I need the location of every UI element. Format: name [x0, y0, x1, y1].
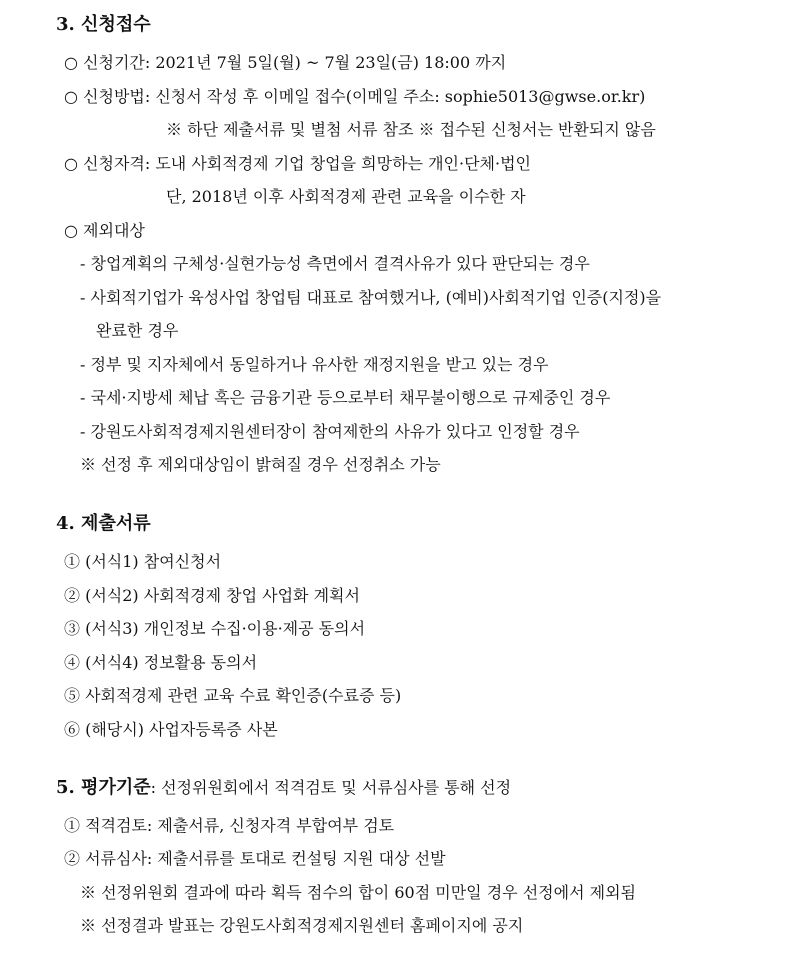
section-5-title: 5. 평가기준 [56, 777, 151, 798]
exclusion-item: - 사회적기업가 육성사업 창업팀 대표로 참여했거나, (예비)사회적기업 인증(지정)을 [80, 288, 662, 307]
document-item: ⑥ (해당시) 사업자등록증 사본 [64, 720, 278, 739]
document-item: ⑤ 사회적경제 관련 교육 수료 확인증(수료증 등) [64, 686, 402, 705]
application-period: ○ 신청기간: 2021년 7월 5일(월) ~ 7월 23일(금) 18:00 까지 [64, 53, 507, 72]
exclusion-item: - 창업계획의 구체성·실현가능성 측면에서 결격사유가 있다 판단되는 경우 [80, 254, 590, 273]
evaluation-note: ※ 선정결과 발표는 강원도사회적경제지원센터 홈페이지에 공지 [80, 916, 524, 935]
section-4-title: 4. 제출서류 [56, 513, 151, 534]
application-method-note: ※ 하단 제출서류 및 별첨 서류 참조 ※ 접수된 신청서는 반환되지 않음 [166, 120, 656, 139]
section-5-subtitle: : 선정위원회에서 적격검토 및 서류심사를 통해 선정 [150, 778, 512, 797]
eligibility: ○ 신청자격: 도내 사회적경제 기업 창업을 희망하는 개인·단체·법인 [64, 154, 531, 173]
exclusion-note: ※ 선정 후 제외대상임이 밝혀질 경우 선정취소 가능 [80, 455, 441, 474]
exclusion-item-continued: 완료한 경우 [96, 321, 179, 340]
exclusion-item: - 정부 및 지자체에서 동일하거나 유사한 재정지원을 받고 있는 경우 [80, 355, 549, 374]
section-3-title: 3. 신청접수 [56, 14, 151, 35]
evaluation-item: ② 서류심사: 제출서류를 토대로 컨설팅 지원 대상 선발 [64, 849, 446, 868]
application-method: ○ 신청방법: 신청서 작성 후 이메일 접수(이메일 주소: sophie5013@gwse.or.kr) [64, 87, 646, 106]
evaluation-item: ① 적격검토: 제출서류, 신청자격 부합여부 검토 [64, 816, 395, 835]
document-item: ② (서식2) 사회적경제 창업 사업화 계획서 [64, 586, 360, 605]
document-item: ③ (서식3) 개인정보 수집·이용·제공 동의서 [64, 619, 366, 638]
exclusion-title: ○ 제외대상 [64, 221, 145, 240]
document-item: ④ (서식4) 정보활용 동의서 [64, 653, 258, 672]
evaluation-note: ※ 선정위원회 결과에 따라 획득 점수의 합이 60점 미만일 경우 선정에서 제외됨 [80, 883, 636, 902]
exclusion-item: - 강원도사회적경제지원센터장이 참여제한의 사유가 있다고 인정할 경우 [80, 422, 580, 441]
exclusion-item: - 국세·지방세 체납 혹은 금융기관 등으로부터 채무불이행으로 규제중인 경우 [80, 388, 611, 407]
section-5-heading [56, 777, 511, 799]
document-item: ① (서식1) 참여신청서 [64, 552, 222, 571]
eligibility-note: 단, 2018년 이후 사회적경제 관련 교육을 이수한 자 [166, 187, 526, 206]
